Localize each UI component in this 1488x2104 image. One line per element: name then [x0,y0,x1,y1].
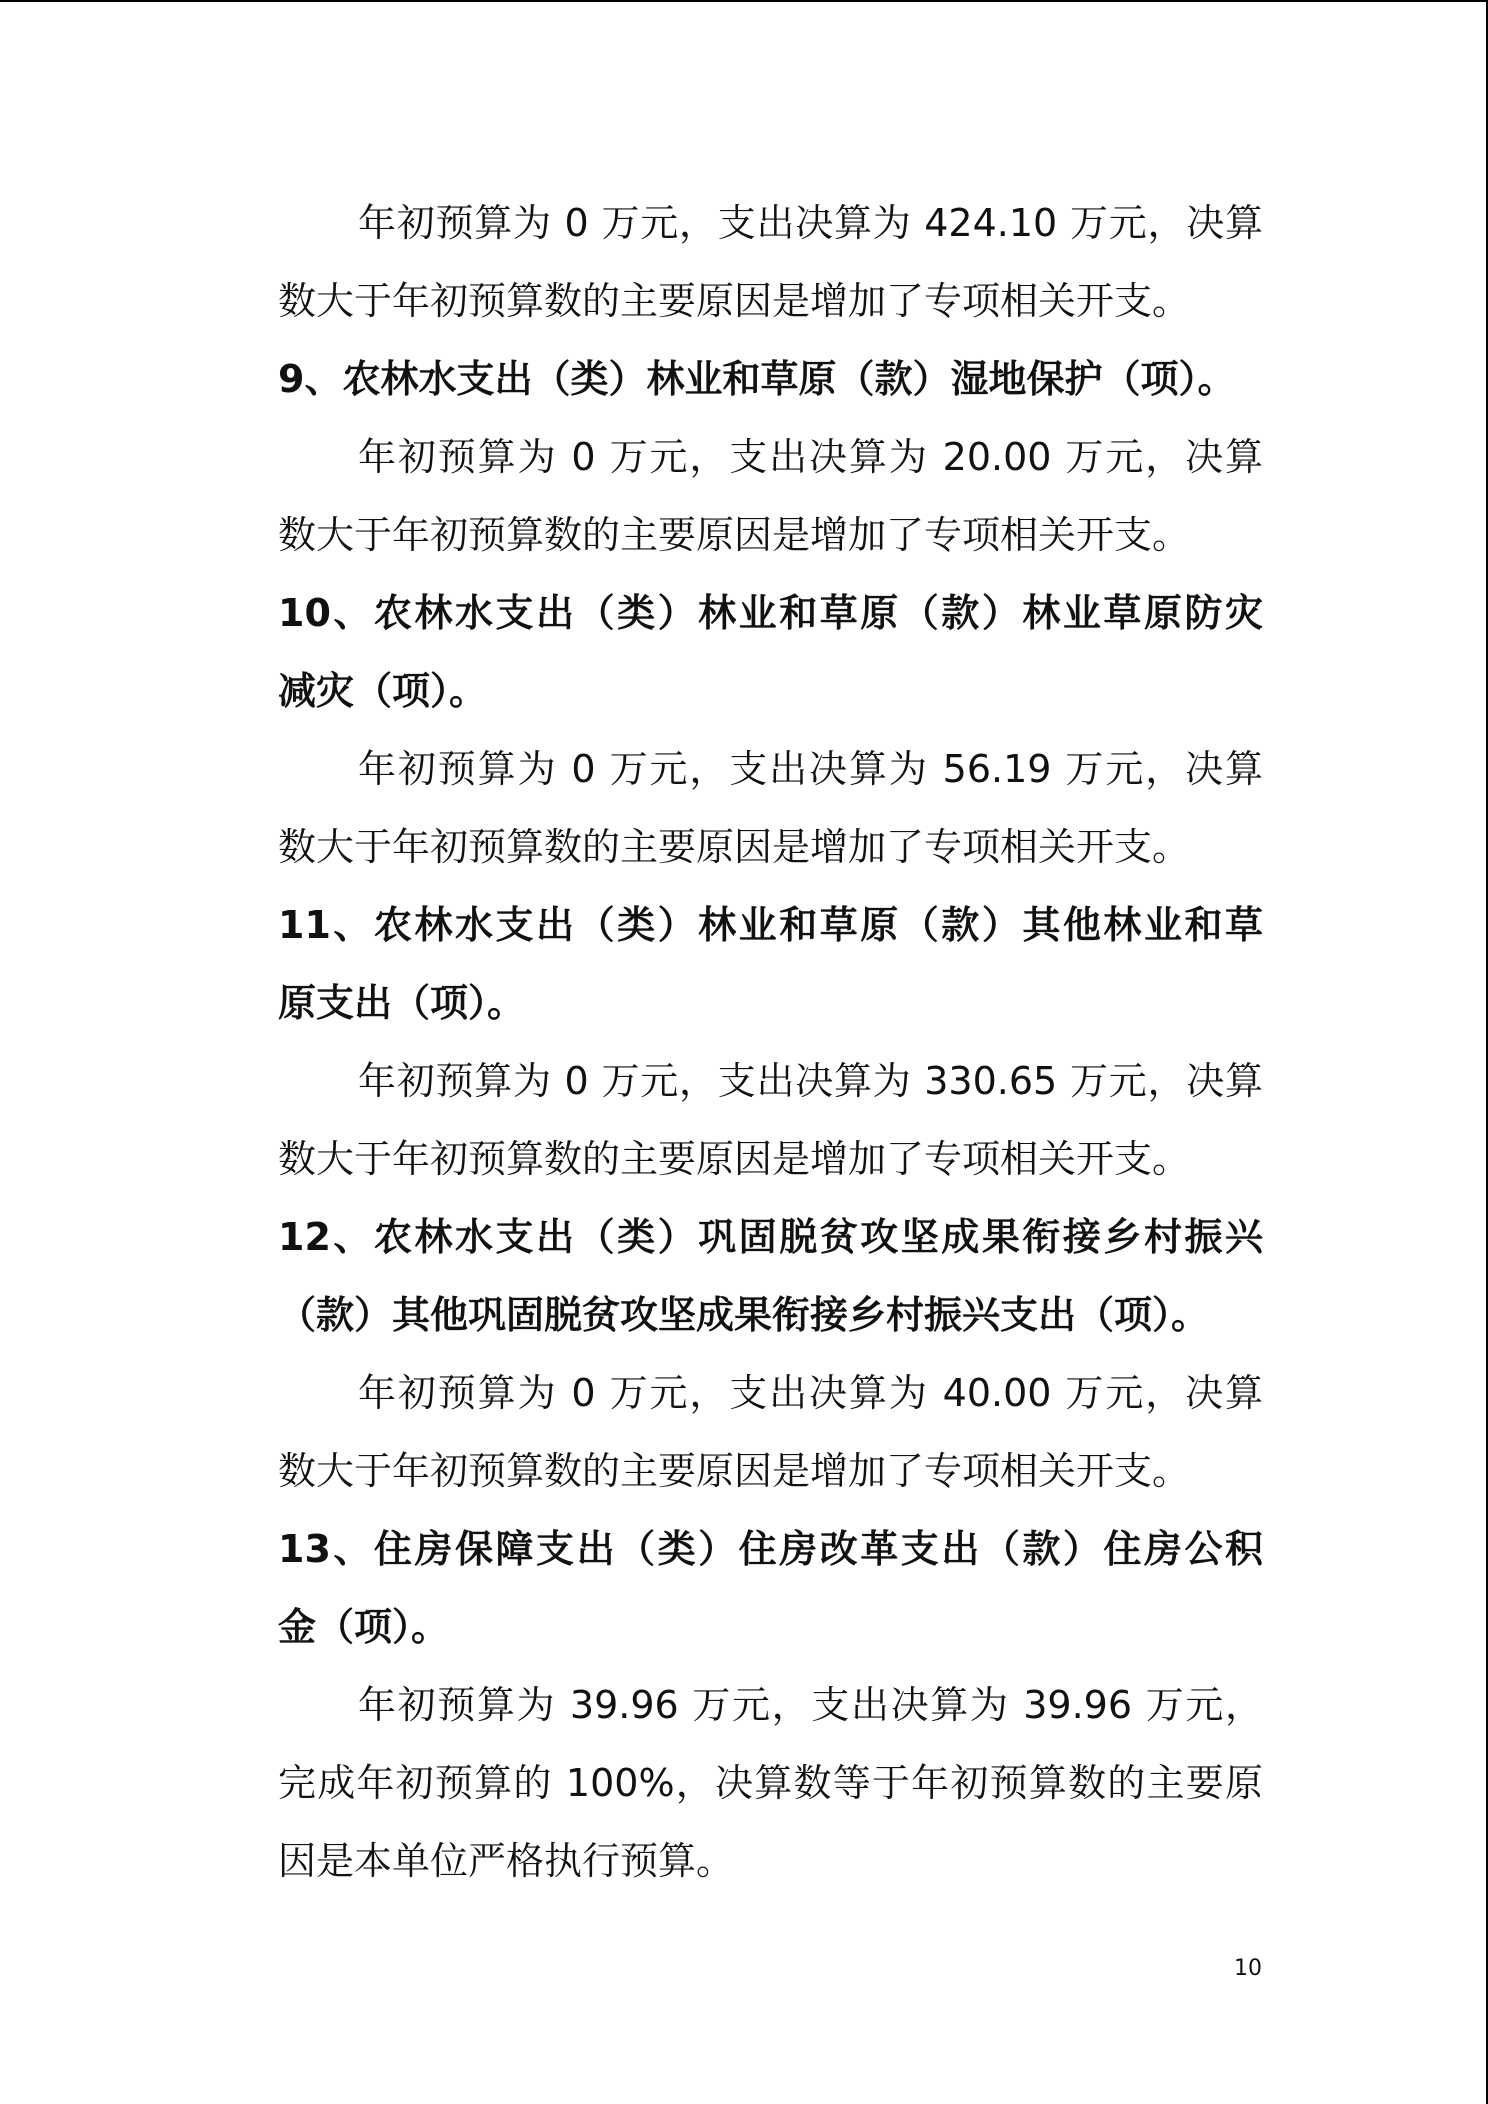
body-line: 数大于年初预算数的主要原因是增加了专项相关开支。 [278,513,1191,557]
body-line: 年初预算为 39.96 万元，支出决算为 39.96 万元， [358,1683,1263,1727]
body-line: 数大于年初预算数的主要原因是增加了专项相关开支。 [278,1449,1191,1493]
body-line: 因是本单位严格执行预算。 [278,1839,735,1883]
section-heading-11-cont: 原支出（项）。 [278,981,526,1025]
page-border-top [0,0,1488,2]
body-line: 年初预算为 0 万元，支出决算为 424.10 万元，决算 [358,201,1263,245]
body-line: 数大于年初预算数的主要原因是增加了专项相关开支。 [278,1137,1191,1181]
section-heading-10-cont: 减灾（项）。 [278,669,488,713]
section-heading-13-cont: 金（项）。 [278,1605,450,1649]
body-line: 年初预算为 0 万元，支出决算为 20.00 万元，决算 [358,435,1263,479]
document-body [278,184,1263,1900]
section-heading-10: 10、农林水支出（类）林业和草原（款）林业草原防灾 [278,591,1263,635]
page-number: 10 [1234,1956,1262,1981]
body-line: 完成年初预算的 100%，决算数等于年初预算数的主要原 [278,1761,1263,1805]
body-line: 数大于年初预算数的主要原因是增加了专项相关开支。 [278,279,1191,323]
body-line: 年初预算为 0 万元，支出决算为 40.00 万元，决算 [358,1371,1263,1415]
section-heading-12-cont: （款）其他巩固脱贫攻坚成果衔接乡村振兴支出（项）。 [278,1293,1210,1337]
section-heading-11: 11、农林水支出（类）林业和草原（款）其他林业和草 [278,903,1263,947]
body-line: 年初预算为 0 万元，支出决算为 330.65 万元，决算 [358,1059,1263,1103]
body-line: 年初预算为 0 万元，支出决算为 56.19 万元，决算 [358,747,1263,791]
section-heading-12: 12、农林水支出（类）巩固脱贫攻坚成果衔接乡村振兴 [278,1215,1263,1259]
body-line: 数大于年初预算数的主要原因是增加了专项相关开支。 [278,825,1191,869]
section-heading-13: 13、住房保障支出（类）住房改革支出（款）住房公积 [278,1527,1263,1571]
section-heading-9: 9、农林水支出（类）林业和草原（款）湿地保护（项）。 [278,357,1236,401]
